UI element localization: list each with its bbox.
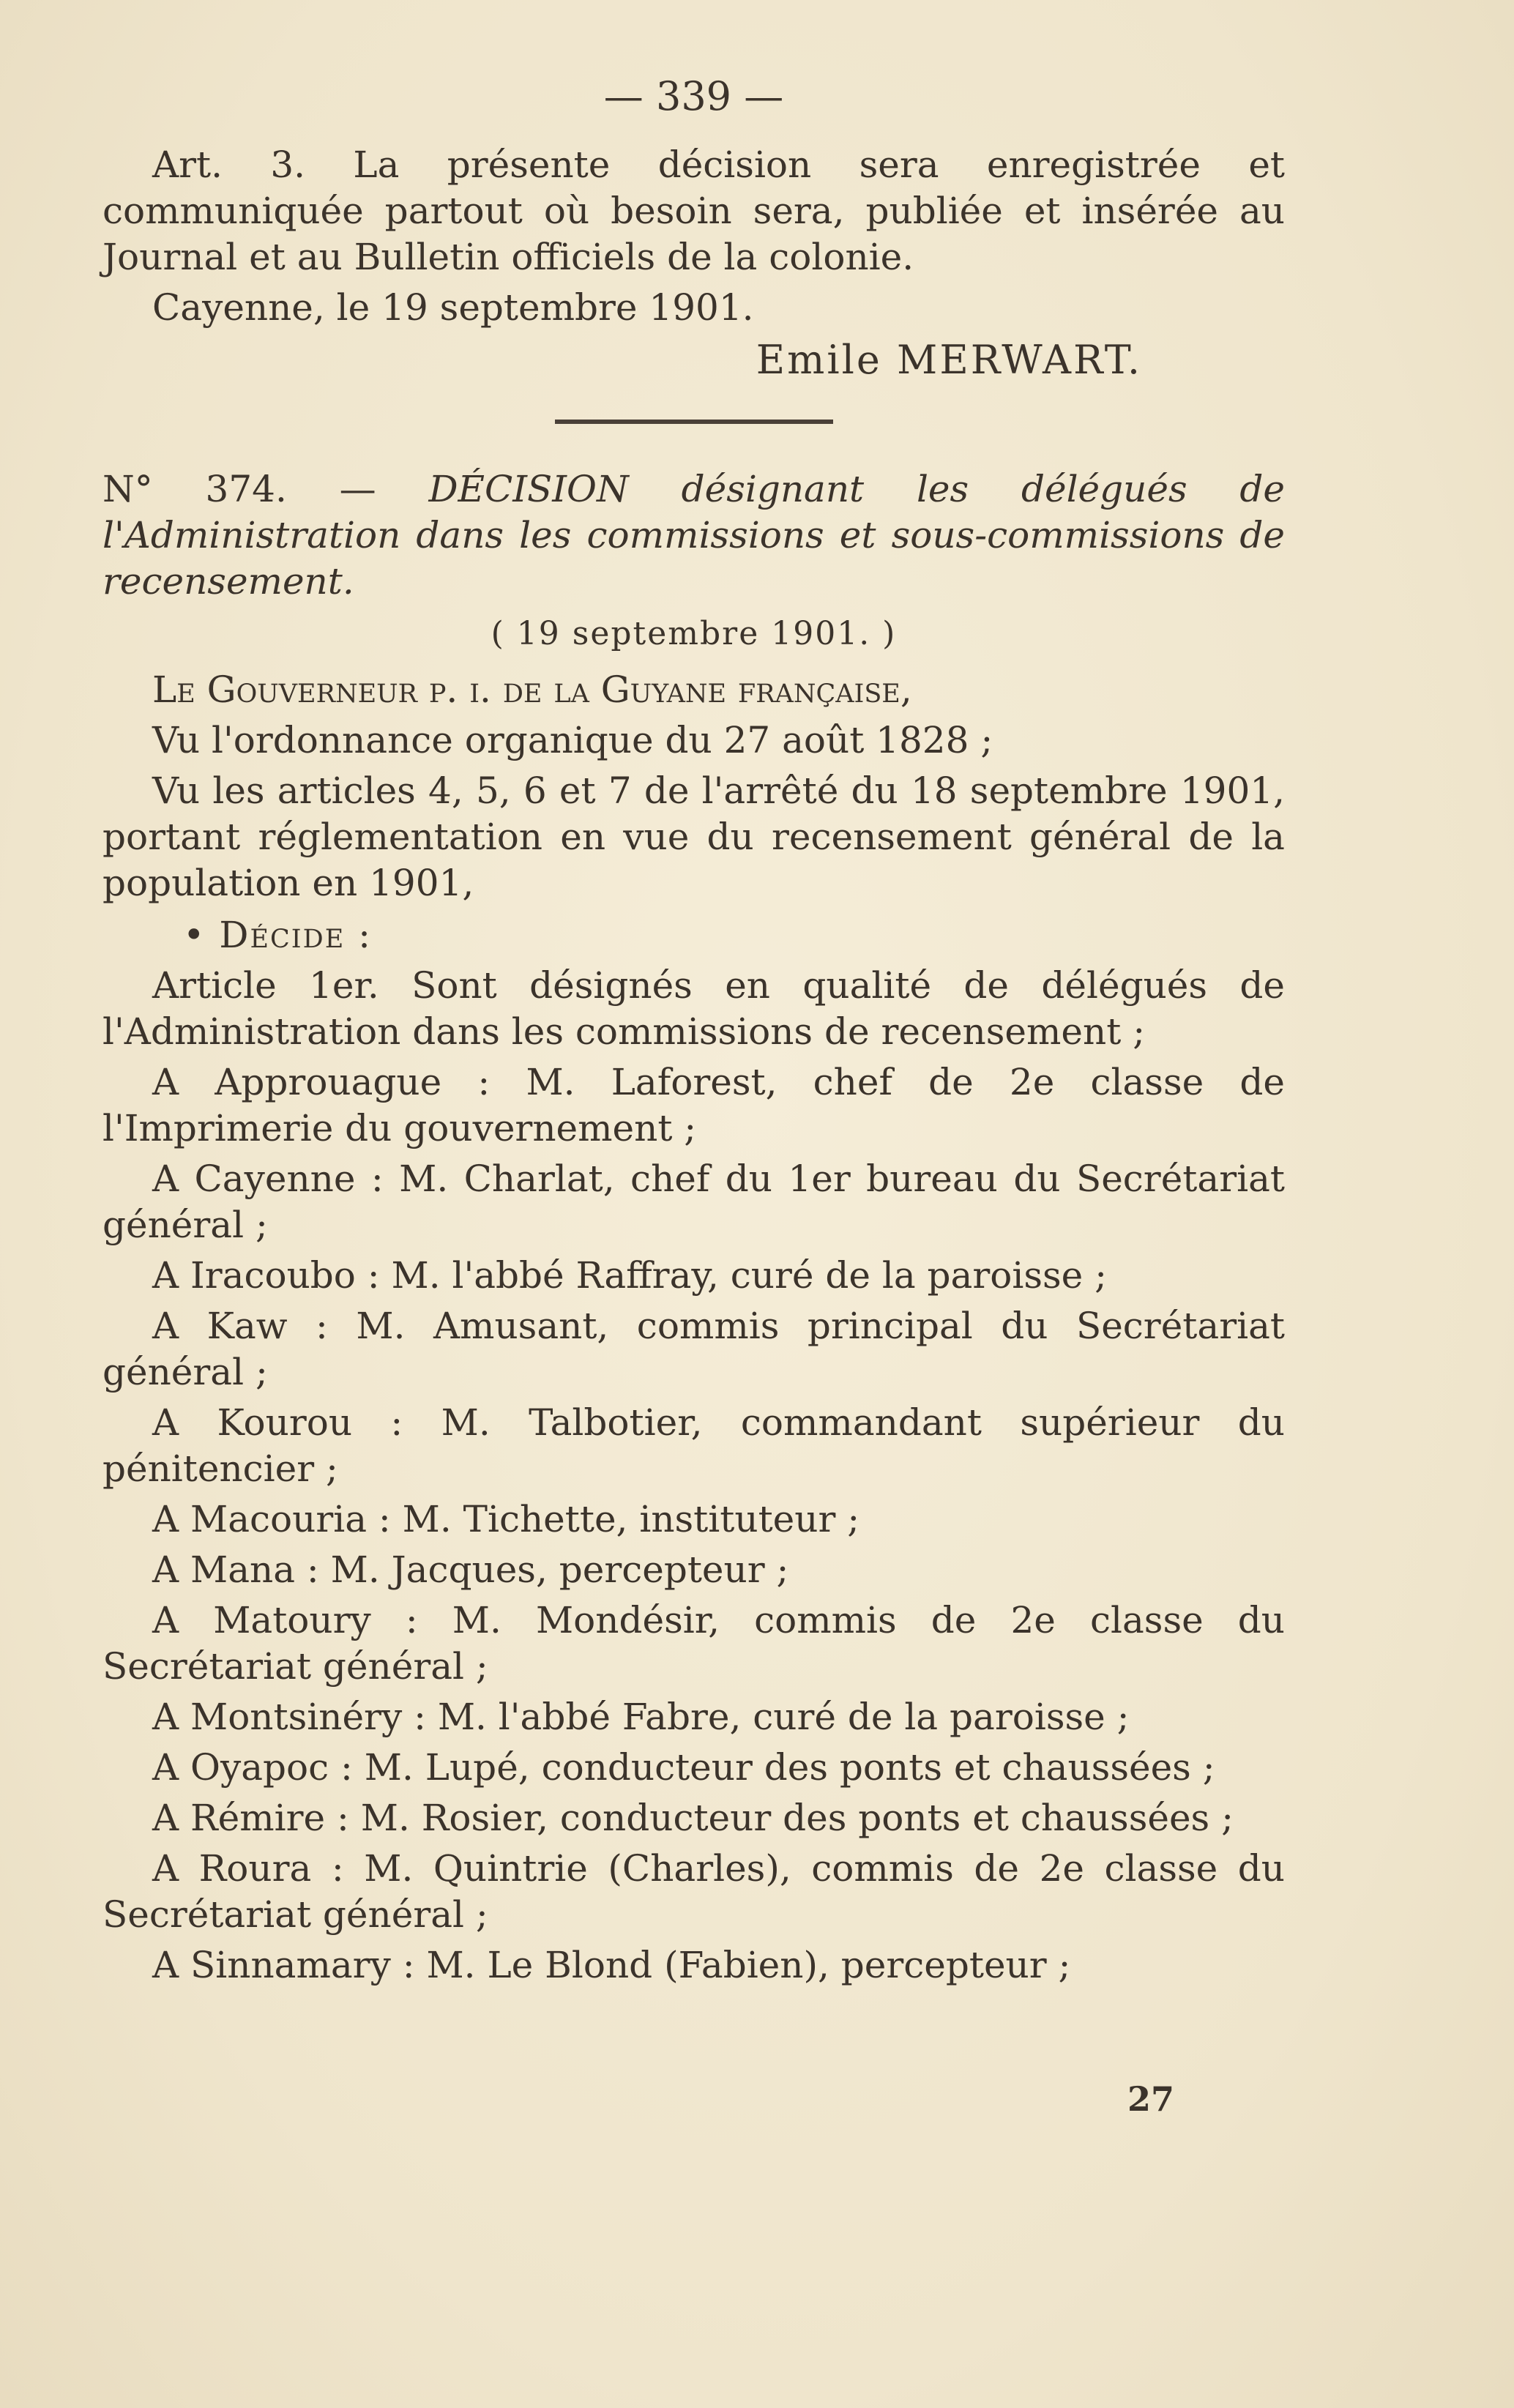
signature-mark-number: 27 <box>1127 2079 1175 2119</box>
entry-remire: A Rémire : M. Rosier, conducteur des ponts et chaussées ; <box>152 1797 1234 1839</box>
entry-sinnamary: A Sinnamary : M. Le Blond (Fabien), percepteur ; <box>152 1944 1071 1986</box>
vu-ordonnance: Vu l'ordonnance organique du 27 août 1828 ; <box>152 719 993 761</box>
decision-title: désignant les délégués de l'Administration dans les commissions et sous-commissions de recensement. <box>102 468 1285 603</box>
signature: Emile MERWART. <box>756 337 1142 383</box>
place-date: Cayenne, le 19 septembre 1901. <box>152 286 754 329</box>
article-3-paragraph: Art. 3. La présente décision sera enregistrée et communiquée partout où besoin sera, publiée et insérée au Journal et au Bulletin officiels de la colonie. <box>102 143 1285 278</box>
text-block <box>102 67 1285 1993</box>
decision-heading <box>102 466 1285 605</box>
entry-montsinery: A Montsinéry : M. l'abbé Fabre, curé de la paroisse ; <box>152 1696 1130 1738</box>
decision-date: ( 19 septembre 1901. ) <box>491 615 897 652</box>
entry-roura: A Roura : M. Quintrie (Charles), commis de 2e classe du Secrétariat général ; <box>102 1847 1285 1936</box>
vu-articles: Vu les articles 4, 5, 6 et 7 de l'arrêté du 18 septembre 1901, portant réglementation en vue du recensement général de la population en 1901, <box>102 769 1285 904</box>
governor-line: Le Gouverneur p. i. de la Guyane française, <box>152 668 912 711</box>
entry-iracoubo: A Iracoubo : M. l'abbé Raffray, curé de la paroisse ; <box>152 1254 1108 1297</box>
decide-heading: • Décide : <box>183 914 372 956</box>
separator-rule <box>555 420 833 424</box>
entry-macouria: A Macouria : M. Tichette, instituteur ; <box>152 1498 860 1540</box>
page-number: — 339 — <box>603 73 784 119</box>
entry-oyapoc: A Oyapoc : M. Lupé, conducteur des ponts et chaussées ; <box>152 1746 1215 1789</box>
entry-approuague: A Approuague : M. Laforest, chef de 2e classe de l'Imprimerie du gouvernement ; <box>102 1061 1285 1149</box>
entry-mana: A Mana : M. Jacques, percepteur ; <box>152 1548 789 1591</box>
article-1: Article 1er. Sont désignés en qualité de délégués de l'Administration dans les commissions de recensement ; <box>102 964 1285 1053</box>
entry-kaw: A Kaw : M. Amusant, commis principal du Secrétariat général ; <box>102 1305 1285 1393</box>
decision-number: N° 374. — <box>102 468 376 510</box>
entry-matoury: A Matoury : M. Mondésir, commis de 2e classe du Secrétariat général ; <box>102 1599 1285 1688</box>
entry-cayenne: A Cayenne : M. Charlat, chef du 1er bureau du Secrétariat général ; <box>102 1158 1285 1246</box>
entry-kourou: A Kourou : M. Talbotier, commandant supérieur du pénitencier ; <box>102 1401 1285 1490</box>
decision-word: DÉCISION <box>428 468 629 510</box>
